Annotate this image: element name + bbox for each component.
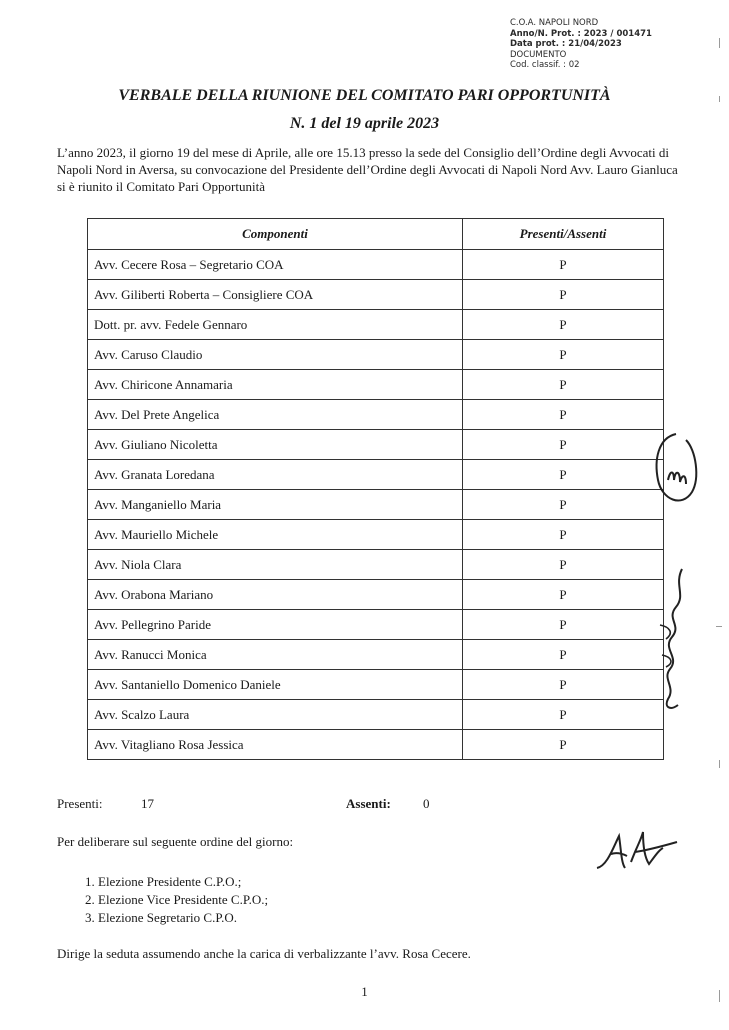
member-presence: P [463,520,664,550]
agenda-item: 2. Elezione Vice Presidente C.P.O.; [98,891,268,909]
closing-sentence: Dirige la seduta assumendo anche la carica di verbalizzante l’avv. Rosa Cecere. [57,946,471,961]
document-subtitle: N. 1 del 19 aprile 2023 [289,115,440,132]
member-name: Avv. Scalzo Laura [88,700,463,730]
table-header-row [88,219,664,250]
table-row [88,730,664,760]
scan-mark [719,760,720,768]
table-row [88,340,664,370]
protocol-stamp [510,18,680,71]
member-presence: P [463,550,664,580]
initials-signature-circle [652,430,700,510]
table-row [88,520,664,550]
member-presence: P [463,580,664,610]
table-row [88,310,664,340]
member-presence: P [463,430,664,460]
agenda-item: 3. Elezione Segretario C.P.O. [98,909,268,927]
members-table-body [88,250,664,760]
absent-label: Assenti: [346,796,391,811]
table-row [88,370,664,400]
member-presence: P [463,370,664,400]
member-name: Avv. Niola Clara [88,550,463,580]
member-presence: P [463,700,664,730]
agenda-intro: Per deliberare sul seguente ordine del giorno: [57,834,294,849]
member-name: Avv. Vitagliano Rosa Jessica [88,730,463,760]
table-row [88,430,664,460]
initials-signature [593,828,681,876]
member-name: Avv. Granata Loredana [88,460,463,490]
member-name: Avv. Caruso Claudio [88,340,463,370]
member-presence: P [463,460,664,490]
intro-paragraph: L’anno 2023, il giorno 19 del mese di Aprile, alle ore 15.13 presso la sede del Consiglio dell’Ordine degli Avvocati di Napoli Nord in Aversa, su convocazione del Presidente dell’Ordine degli Avvocati di Napoli Nord Avv. Lauro Gianluca si è riunito il Comitato Pari Opportunità [57,145,678,194]
table-row [88,700,664,730]
member-presence: P [463,310,664,340]
table-row [88,580,664,610]
member-name: Avv. Santaniello Domenico Daniele [88,670,463,700]
member-presence: P [463,730,664,760]
header-components: Componenti [88,219,463,250]
table-row [88,670,664,700]
member-presence: P [463,400,664,430]
stamp-classification: Cod. classif. : 02 [510,60,580,70]
present-value: 17 [141,796,154,811]
member-name: Avv. Manganiello Maria [88,490,463,520]
members-table [87,218,664,760]
member-name: Avv. Chiricone Annamaria [88,370,463,400]
absent-value: 0 [423,796,430,811]
member-name: Avv. Cecere Rosa – Segretario COA [88,250,463,280]
member-presence: P [463,280,664,310]
stamp-type: DOCUMENTO [510,49,567,60]
agenda-list [78,873,268,927]
member-name: Avv. Giliberti Roberta – Consigliere COA [88,280,463,310]
member-presence: P [463,640,664,670]
scan-mark [719,990,720,1002]
member-name: Avv. Pellegrino Paride [88,610,463,640]
table-row [88,640,664,670]
table-row [88,400,664,430]
page-number: 1 [361,984,368,999]
member-presence: P [463,490,664,520]
stamp-office: C.O.A. NAPOLI NORD [510,18,599,28]
member-name: Avv. Ranucci Monica [88,640,463,670]
member-name: Avv. Giuliano Nicoletta [88,430,463,460]
member-name: Avv. Orabona Mariano [88,580,463,610]
member-presence: P [463,610,664,640]
stamp-protocol: Anno/N. Prot. : 2023 / 001471 [510,28,652,39]
member-presence: P [463,250,664,280]
table-row [88,460,664,490]
scan-mark [719,38,720,48]
stamp-date: Data prot. : 21/04/2023 [510,39,622,49]
table-row [88,250,664,280]
table-row [88,490,664,520]
agenda-item: 1. Elezione Presidente C.P.O.; [98,873,268,891]
member-name: Avv. Del Prete Angelica [88,400,463,430]
present-label: Presenti: [57,796,103,811]
vertical-signature [652,565,696,715]
member-name: Dott. pr. avv. Fedele Gennaro [88,310,463,340]
table-row [88,610,664,640]
header-presence: Presenti/Assenti [463,219,664,250]
member-name: Avv. Mauriello Michele [88,520,463,550]
scan-mark [719,96,720,102]
member-presence: P [463,670,664,700]
member-presence: P [463,340,664,370]
table-row [88,280,664,310]
scan-mark [716,626,722,627]
document-title: VERBALE DELLA RIUNIONE DEL COMITATO PARI OPPORTUNITÀ [118,87,611,104]
table-row [88,550,664,580]
